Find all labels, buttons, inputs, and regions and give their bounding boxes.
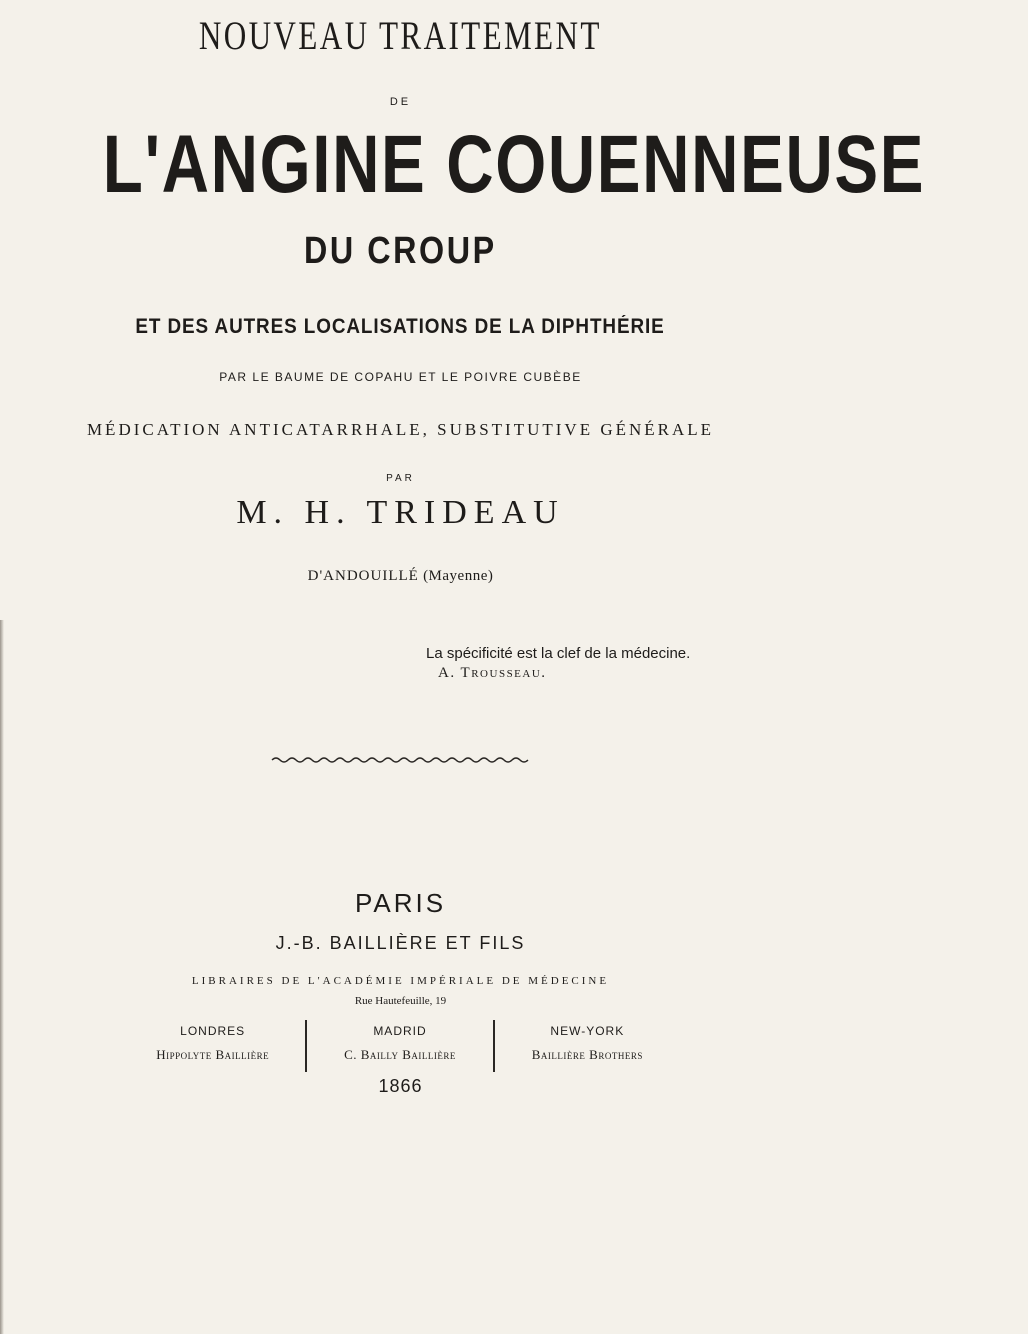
branch-new-york	[495, 1020, 680, 1074]
branch-house: Hippolyte Baillière	[156, 1047, 270, 1062]
branch-city: MADRID	[373, 1024, 427, 1038]
origin-town: D'ANDOUILLÉ	[307, 568, 419, 584]
subtitle: ET DES AUTRES LOCALISATIONS DE LA DIPHTHÉRIE	[135, 315, 666, 338]
branch-house: Baillière Brothers	[531, 1047, 643, 1062]
par-label: PAR	[386, 473, 415, 484]
branch-city: NEW-YORK	[550, 1024, 625, 1038]
branch-house: C. Bailly Baillière	[344, 1047, 456, 1062]
imprint-city: PARIS	[354, 888, 447, 918]
ornamental-rule	[272, 756, 528, 764]
page-edge-shadow	[0, 620, 4, 1334]
branch-madrid	[307, 1020, 492, 1074]
medication-line: MÉDICATION ANTICATARRHALE, SUBSTITUTIVE GÉNÉRALE	[86, 420, 715, 439]
epigraph	[426, 645, 766, 682]
branch-offices	[120, 1020, 680, 1074]
publication-year: 1866	[378, 1076, 423, 1096]
publisher-name: J.-B. BAILLIÈRE ET FILS	[275, 933, 526, 953]
title-main: L'ANGINE COUENNEUSE	[102, 119, 926, 210]
title-line-nouveau-traitement: NOUVEAU TRAITEMENT	[199, 13, 602, 58]
origin-region: (Mayenne)	[418, 568, 494, 584]
title-de: DE	[389, 96, 412, 108]
publisher-address: Rue Hautefeuille, 19	[354, 995, 447, 1007]
title-du-croup: DU CROUP	[304, 230, 497, 272]
author-name: M. H. TRIDEAU	[236, 494, 565, 531]
method-line: PAR LE BAUME DE COPAHU ET LE POIVRE CUBÈBE	[219, 370, 582, 384]
branch-city: LONDRES	[180, 1024, 246, 1038]
publisher-role: LIBRAIRES DE L'ACADÉMIE IMPÉRIALE DE MÉDECINE	[191, 975, 610, 987]
author-origin	[0, 568, 801, 585]
branch-london	[120, 1020, 305, 1074]
epigraph-quote: La spécificité est la clef de la médecine.	[426, 645, 691, 662]
epigraph-attribution: A. Trousseau.	[438, 665, 547, 681]
